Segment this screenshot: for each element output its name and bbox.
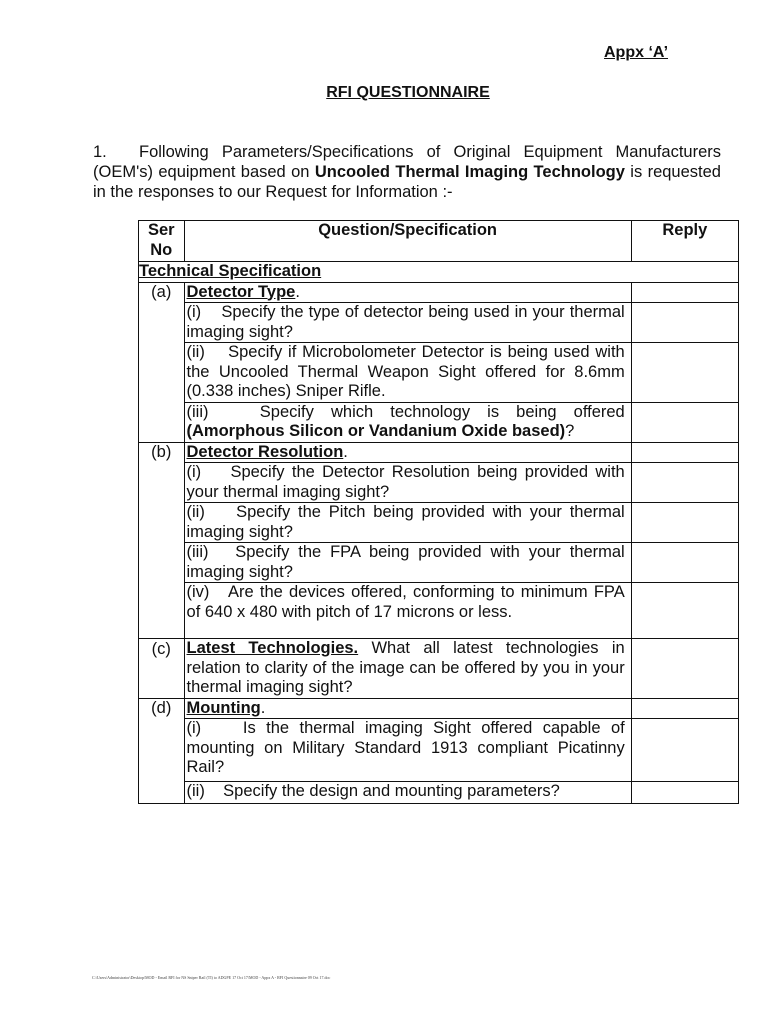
table-row bbox=[139, 343, 739, 403]
group-heading-a: Detector Type bbox=[186, 282, 296, 301]
heading-suffix: . bbox=[260, 698, 266, 717]
question-b-iii: (iii) Specify the FPA being provided with your thermal imaging sight? bbox=[184, 543, 631, 583]
table-row bbox=[139, 503, 739, 543]
table-row bbox=[139, 583, 739, 639]
section-row bbox=[139, 262, 739, 283]
reply-cell bbox=[631, 583, 738, 639]
question-b-ii: (ii) Specify the Pitch being provided with your thermal imaging sight? bbox=[184, 503, 631, 543]
header-ser-no: Ser No bbox=[139, 221, 185, 262]
page-title: RFI QUESTIONNAIRE bbox=[326, 84, 490, 101]
reply-cell bbox=[631, 639, 738, 699]
reply-cell bbox=[631, 463, 738, 503]
intro-text-1: Following Parameters/Specifications of Original Equipment Manufacturers (OEM's) equipment based on bbox=[93, 143, 721, 181]
question-c-text: What all latest technologies in relation to clarity of the image can be offered by you in your thermal imaging sight? bbox=[186, 639, 625, 696]
question-c bbox=[184, 639, 631, 699]
reply-cell bbox=[631, 503, 738, 543]
table-row bbox=[139, 463, 739, 503]
question-a-iii bbox=[184, 402, 631, 442]
table-row bbox=[139, 782, 739, 804]
reply-cell bbox=[631, 442, 738, 463]
intro-text-2: is requested in the responses to our Request for Information :- bbox=[93, 163, 721, 201]
reply-cell bbox=[631, 543, 738, 583]
paragraph-number: 1. bbox=[93, 143, 107, 161]
question-cell bbox=[184, 282, 631, 303]
ser-c: (c) bbox=[139, 639, 185, 699]
reply-cell bbox=[631, 402, 738, 442]
ser-d: (d) bbox=[139, 698, 185, 719]
intro-paragraph bbox=[93, 142, 721, 202]
question-a-iii-bold: (Amorphous Silicon or Vandanium Oxide based) bbox=[186, 422, 566, 440]
question-d-ii: (ii) Specify the design and mounting parameters? bbox=[184, 782, 631, 804]
footer-file-path: C:\Users\Administrator\Desktop\MOD - Email RFI for NS Sniper Rail (TI) to ADGPE 17 Oct 17\MOD - Appx A - RFI Questionnaire 09 Oct 17.doc bbox=[92, 975, 331, 980]
section-title: Technical Specification bbox=[139, 262, 739, 283]
ser-a: (a) bbox=[139, 282, 185, 303]
question-cell bbox=[184, 442, 631, 463]
question-a-i: (i) Specify the type of detector being used in your thermal imaging sight? bbox=[184, 303, 631, 343]
question-d-i: (i) Is the thermal imaging Sight offered capable of mounting on Military Standard 1913 compliant Picatinny Rail? bbox=[184, 719, 631, 782]
ser-b: (b) bbox=[139, 442, 185, 463]
rfi-table bbox=[138, 220, 739, 804]
heading-suffix: . bbox=[295, 282, 300, 301]
group-heading-c: Latest Technologies. bbox=[186, 639, 359, 657]
reply-cell bbox=[631, 698, 738, 719]
table-row bbox=[139, 303, 739, 343]
heading-suffix: . bbox=[343, 442, 348, 461]
table-row bbox=[139, 639, 739, 699]
table-row bbox=[139, 719, 739, 782]
table-row bbox=[139, 698, 739, 719]
question-b-iv: (iv) Are the devices offered, conforming to minimum FPA of 640 x 480 with pitch of 17 microns or less. bbox=[184, 583, 631, 639]
header-question: Question/Specification bbox=[184, 221, 631, 262]
group-heading-d: Mounting bbox=[186, 698, 261, 717]
table-row bbox=[139, 442, 739, 463]
reply-cell bbox=[631, 282, 738, 303]
reply-cell bbox=[631, 782, 738, 804]
table-header-row bbox=[139, 221, 739, 262]
table-row bbox=[139, 282, 739, 303]
header-reply: Reply bbox=[631, 221, 738, 262]
table-row bbox=[139, 543, 739, 583]
intro-bold-technology: Uncooled Thermal Imaging Technology bbox=[314, 163, 625, 181]
question-a-ii: (ii) Specify if Microbolometer Detector is being used with the Uncooled Thermal Weapon Sight offered for 8.6mm (0.338 inches) Sniper Rifle. bbox=[184, 343, 631, 403]
group-heading-b: Detector Resolution bbox=[186, 442, 344, 461]
question-a-iii-text: (iii) Specify which technology is being offered bbox=[186, 402, 625, 421]
reply-cell bbox=[631, 343, 738, 403]
reply-cell bbox=[631, 303, 738, 343]
reply-cell bbox=[631, 719, 738, 782]
question-a-iii-suffix: ? bbox=[565, 422, 575, 440]
table-row bbox=[139, 402, 739, 442]
question-b-i: (i) Specify the Detector Resolution being provided with your thermal imaging sight? bbox=[184, 463, 631, 503]
question-cell bbox=[184, 698, 631, 719]
appendix-label: Appx ‘A’ bbox=[604, 44, 669, 61]
